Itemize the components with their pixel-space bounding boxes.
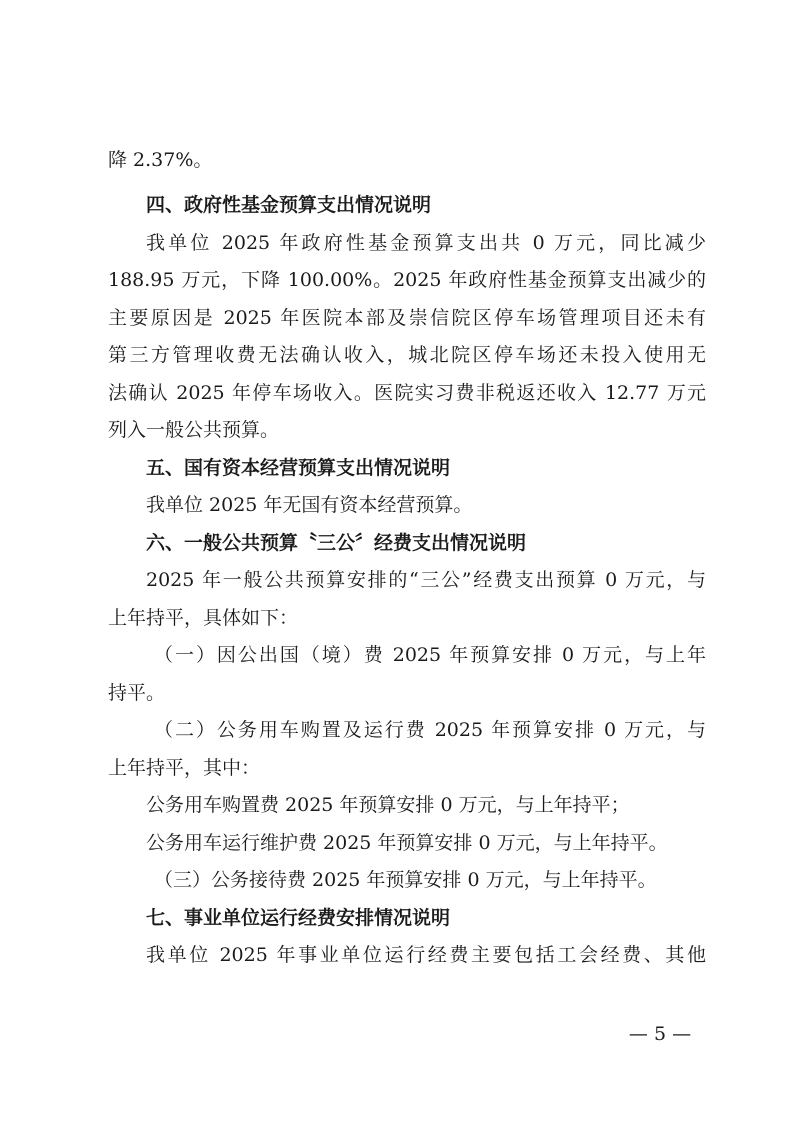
text-line: 上年持平，其中：	[108, 757, 261, 779]
page-number: — 5 —	[628, 1023, 692, 1045]
section-heading-5: 五、国有资本经营预算支出情况说明	[146, 457, 451, 479]
text-line: 2025 年一般公共预算安排的“三公”经费支出预算 0 万元，与	[146, 569, 706, 591]
text-line: 公务用车运行维护费 2025 年预算安排 0 万元，与上年持平。	[146, 832, 668, 854]
text-line: 上年持平，具体如下：	[108, 607, 299, 629]
text-line: 我单位 2025 年事业单位运行经费主要包括工会经费、其他	[146, 944, 706, 966]
text-line: 第三方管理收费无法确认收入，城北院区停车场还未投入使用无	[108, 344, 706, 366]
text-line: 188.95 万元，下降 100.00%。2025 年政府性基金预算支出减少的	[108, 269, 706, 291]
section-heading-6: 六、一般公共预算〝三公〞经费支出情况说明	[146, 532, 527, 554]
text-line: 我单位 2025 年无国有资本经营预算。	[146, 494, 473, 516]
section-heading-4: 四、政府性基金预算支出情况说明	[146, 194, 432, 216]
text-line: 我单位 2025 年政府性基金预算支出共 0 万元，同比减少	[146, 232, 706, 254]
text-line: 公务用车购置费 2025 年预算安排 0 万元，与上年持平；	[146, 794, 630, 816]
text-line: 法确认 2025 年停车场收入。医院实习费非税返还收入 12.77 万元	[108, 382, 706, 404]
text-line: （一）因公出国（境）费 2025 年预算安排 0 万元，与上年	[154, 644, 706, 666]
text-line: （二）公务用车购置及运行费 2025 年预算安排 0 万元，与	[154, 719, 706, 741]
text-line: 列入一般公共预算。	[108, 419, 280, 441]
text-line: 持平。	[108, 682, 166, 704]
text-line: 主要原因是 2025 年医院本部及崇信院区停车场管理项目还未有	[108, 307, 706, 329]
section-heading-7: 七、事业单位运行经费安排情况说明	[146, 907, 451, 929]
text-line: 降 2.37%。	[108, 149, 213, 171]
text-line: （三）公务接待费 2025 年预算安排 0 万元，与上年持平。	[154, 869, 657, 891]
